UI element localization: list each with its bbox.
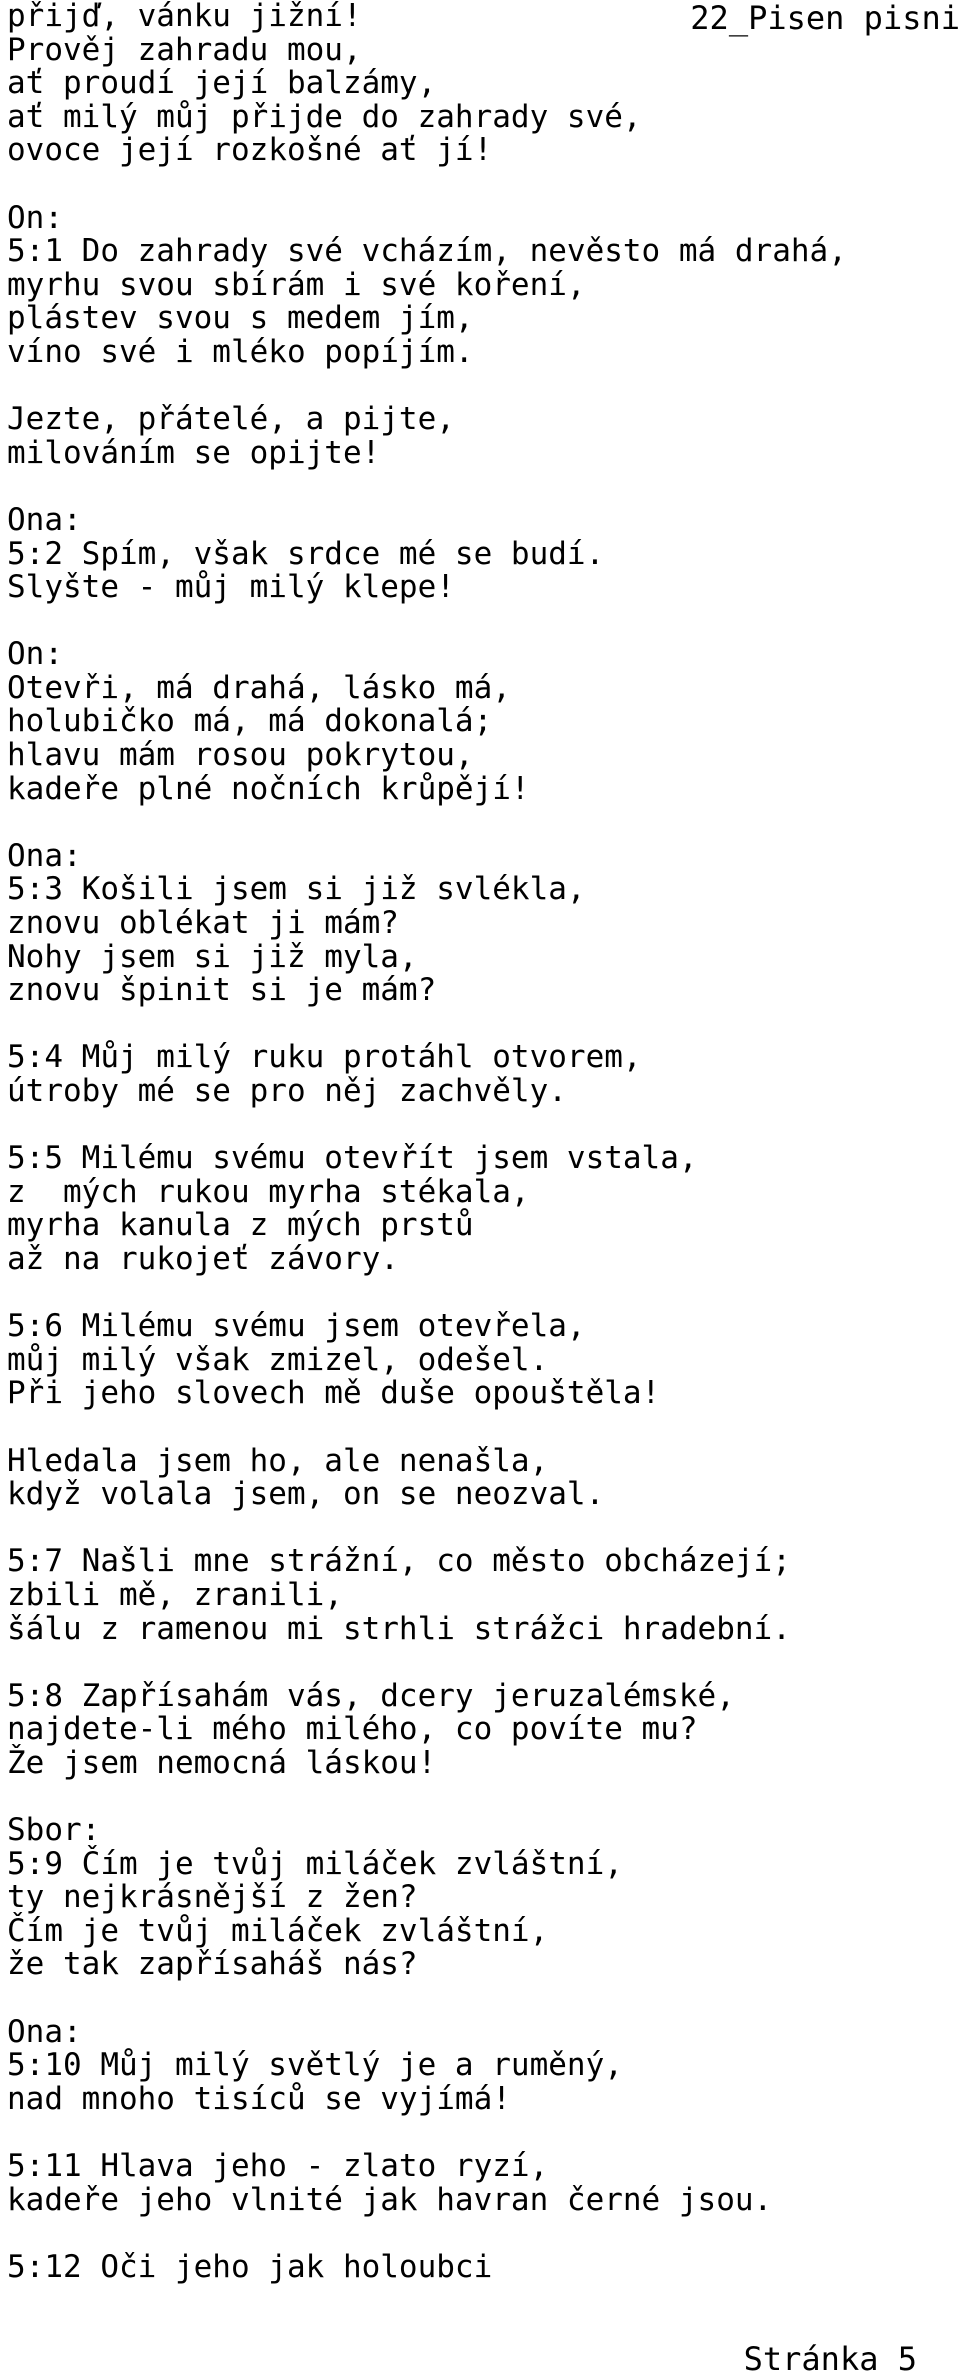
- text-line: kadeře plné nočních krůpějí!: [7, 770, 530, 807]
- text-line: z mých rukou myrha stékala,: [7, 1173, 530, 1210]
- text-line: Že jsem nemocná láskou!: [7, 1744, 437, 1781]
- text-line: víno své i mléko popíjím.: [7, 333, 474, 370]
- speaker-label: On:: [7, 636, 63, 673]
- text-line: ty nejkrásnější z žen?: [7, 1879, 418, 1916]
- text-line: znovu oblékat ji mám?: [7, 905, 399, 942]
- text-line: Hledala jsem ho, ale nenašla,: [7, 1442, 549, 1479]
- text-line: když volala jsem, on se neozval.: [7, 1476, 605, 1513]
- speaker-label: Ona:: [7, 837, 82, 874]
- text-line: Čím je tvůj miláček zvláštní,: [7, 1912, 549, 1949]
- blank-line: [7, 1982, 947, 2016]
- text-line: šálu z ramenou mi strhli strážci hradební.: [7, 1610, 791, 1647]
- text-line: zbili mě, zranili,: [7, 1576, 343, 1613]
- text-line: Nohy jsem si již myla,: [7, 938, 418, 975]
- blank-line: [7, 470, 947, 504]
- speaker-label: Ona:: [7, 2013, 82, 2050]
- verse-line: 5:7 Našli mne strážní, co město obcházejí;: [7, 1543, 791, 1580]
- text-line: kadeře jeho vlnité jak havran černé jsou.: [7, 2181, 773, 2218]
- text-line: Jezte, přátelé, a pijte,: [7, 401, 455, 438]
- text-line: znovu špinit si je mám?: [7, 972, 437, 1009]
- verse-line: 5:4 Můj milý ruku protáhl otvorem,: [7, 1039, 642, 1076]
- verse-line: 5:12 Oči jeho jak holoubci: [7, 2248, 493, 2285]
- speaker-label: Sbor:: [7, 1812, 101, 1849]
- blank-line: [7, 168, 947, 202]
- text-line: přijď, vánku jižní!: [7, 0, 362, 34]
- blank-line: [7, 1109, 947, 1143]
- text-line: nad mnoho tisíců se vyjímá!: [7, 2080, 511, 2117]
- document-body: [7, 0, 947, 2284]
- verse-line: 5:1 Do zahrady své vcházím, nevěsto má drahá,: [7, 233, 847, 270]
- verse-line: 5:10 Můj milý světlý je a ruměný,: [7, 2047, 623, 2084]
- blank-line: [7, 1277, 947, 1311]
- blank-line: [7, 1008, 947, 1042]
- text-line: plástev svou s medem jím,: [7, 300, 474, 337]
- text-line: myrhu svou sbírám i své koření,: [7, 266, 586, 303]
- text-line: najdete-li mého milého, co povíte mu?: [7, 1711, 698, 1748]
- page-number: Stránka 5: [743, 2340, 917, 2378]
- verse-line: 5:3 Košili jsem si již svlékla,: [7, 871, 586, 908]
- blank-line: [7, 2217, 947, 2251]
- text-line: až na rukojeť závory.: [7, 1240, 399, 1277]
- verse-line: 5:8 Zapřísahám vás, dcery jeruzalémské,: [7, 1677, 735, 1714]
- blank-line: [7, 806, 947, 840]
- verse-line: 5:11 Hlava jeho - zlato ryzí,: [7, 2148, 549, 2184]
- blank-line: [7, 370, 947, 404]
- text-line: Při jeho slovech mě duše opouštěla!: [7, 1375, 661, 1412]
- text-line: Otevři, má drahá, lásko má,: [7, 669, 511, 706]
- speaker-label: On:: [7, 199, 63, 236]
- document-title: 22_Pisen pisni: [690, 0, 960, 37]
- blank-line: [7, 1780, 947, 1814]
- blank-line: [7, 1411, 947, 1445]
- text-line: myrha kanula z mých prstů: [7, 1207, 474, 1244]
- verse-line: 5:6 Milému svému jsem otevřela,: [7, 1308, 586, 1345]
- speaker-label: Ona:: [7, 501, 82, 538]
- text-line: ať milý můj přijde do zahrady své,: [7, 98, 642, 135]
- blank-line: [7, 1646, 947, 1680]
- text-line: ovoce její rozkošné ať jí!: [7, 132, 493, 169]
- verse-line: 5:9 Čím je tvůj miláček zvláštní,: [7, 1845, 623, 1882]
- blank-line: [7, 605, 947, 639]
- text-line: Prověj zahradu mou,: [7, 31, 362, 68]
- verse-line: 5:2 Spím, však srdce mé se budí.: [7, 535, 605, 572]
- text-line: můj milý však zmizel, odešel.: [7, 1341, 549, 1378]
- blank-line: [7, 2116, 947, 2150]
- verse-line: 5:5 Milému svému otevřít jsem vstala,: [7, 1140, 698, 1177]
- text-line: holubičko má, má dokonalá;: [7, 703, 493, 740]
- blank-line: [7, 1512, 947, 1546]
- text-line: útroby mé se pro něj zachvěly.: [7, 1073, 567, 1109]
- text-line: ať proudí její balzámy,: [7, 65, 437, 102]
- text-line: hlavu mám rosou pokrytou,: [7, 737, 474, 774]
- text-line: milováním se opijte!: [7, 434, 381, 471]
- text-line: Slyšte - můj milý klepe!: [7, 569, 455, 606]
- text-line: že tak zapřísaháš nás?: [7, 1946, 418, 1983]
